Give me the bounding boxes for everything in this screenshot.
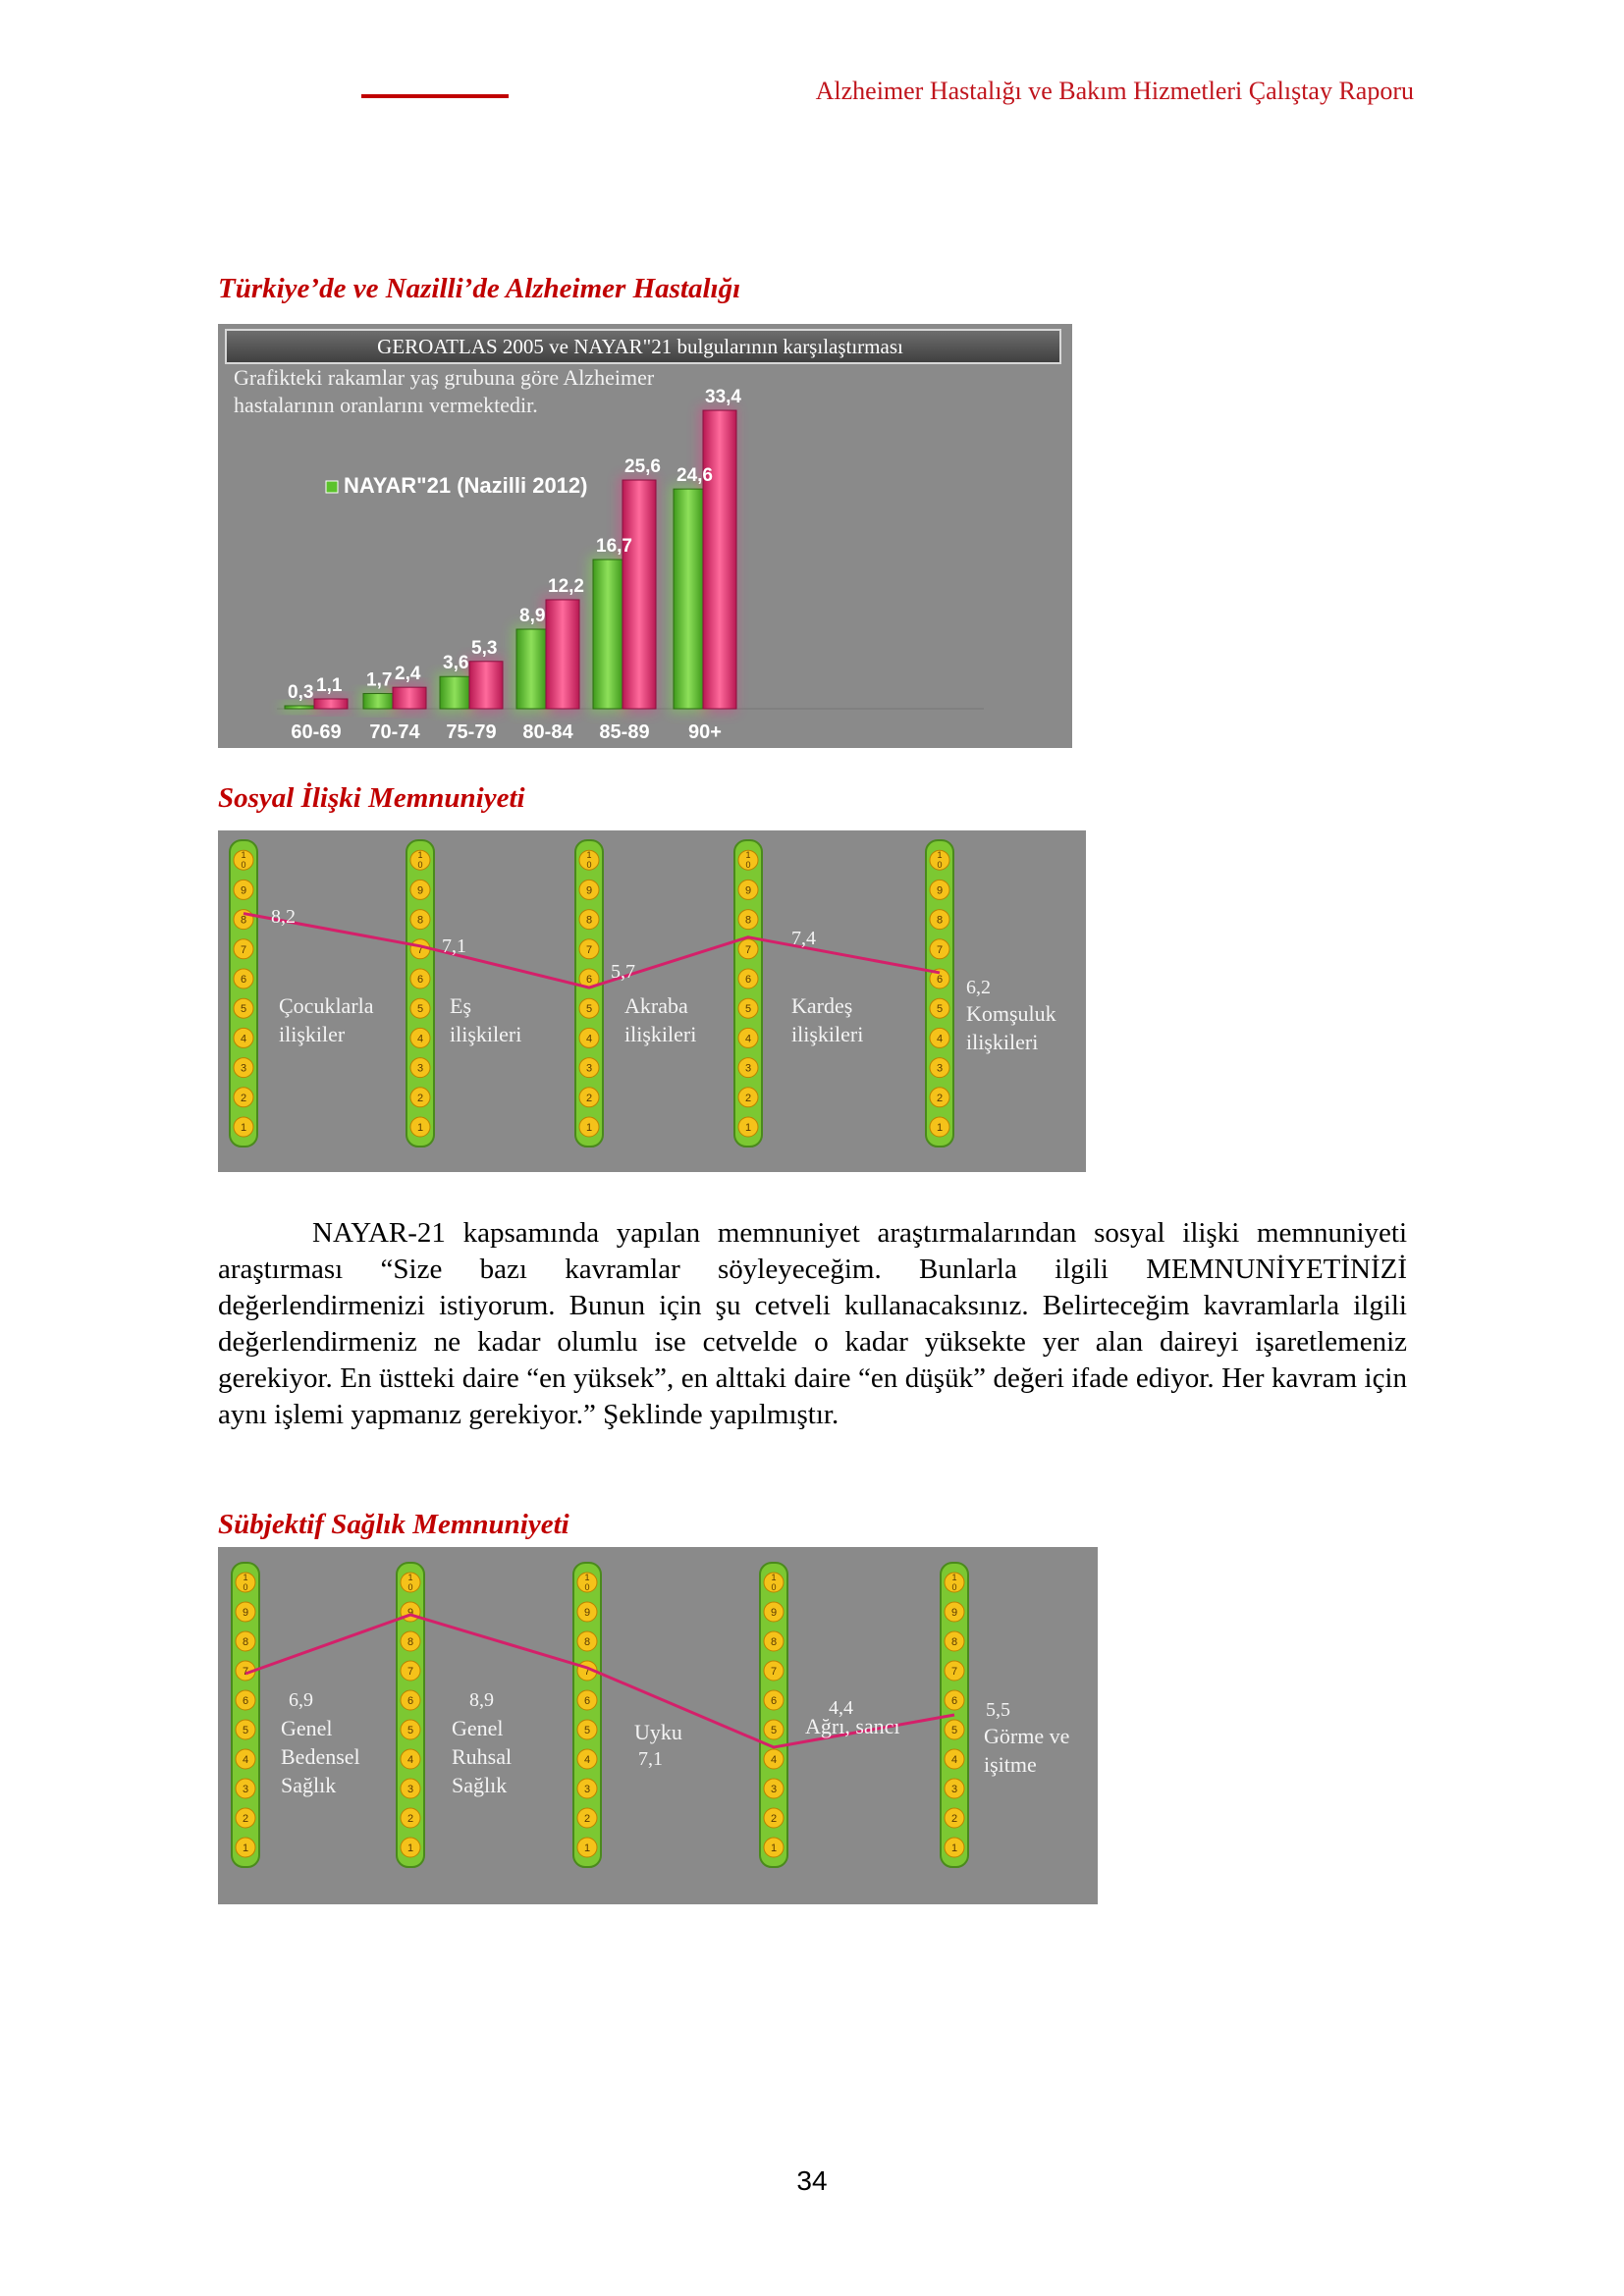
scale-tick-label: 4 xyxy=(242,1754,249,1766)
bar-value-label: 24,6 xyxy=(677,465,713,487)
legend-label: NAYAR"21 (Nazilli 2012) xyxy=(344,473,588,498)
scale-tick-label: 0 xyxy=(586,860,592,871)
section-title-alzheimer: Türkiye’de ve Nazilli’de Alzheimer Hastalığı xyxy=(218,273,741,304)
scale-tick-label: 1 xyxy=(586,850,592,861)
scale-tick-label: 1 xyxy=(417,850,423,861)
bar-nayar-70-74 xyxy=(363,694,393,709)
category-label: Ruhsal xyxy=(452,1744,513,1769)
scale-tick-label: 5 xyxy=(770,1725,778,1736)
scale-tick-label: 7 xyxy=(242,1666,249,1678)
bar-geroatlas-85-89 xyxy=(623,480,656,709)
scale-tick-label: 1 xyxy=(937,850,943,861)
category-label: Akraba xyxy=(624,993,688,1018)
scale-tick-label: 3 xyxy=(770,1784,778,1795)
scale-tick-label: 8 xyxy=(585,914,593,927)
value-label: 6,2 xyxy=(966,977,991,998)
bar-value-label: 16,7 xyxy=(596,536,632,558)
bar-value-label: 12,2 xyxy=(548,575,584,597)
bar-value-label: 2,4 xyxy=(395,664,421,685)
bar-nayar-90+ xyxy=(674,489,703,709)
scale-tick-label: 1 xyxy=(240,1122,247,1134)
scale-tick-label: 2 xyxy=(936,1092,944,1104)
category-label: ilişkileri xyxy=(450,1022,522,1046)
scale-tick-label: 9 xyxy=(770,1607,778,1619)
scale-tick-label: 5 xyxy=(583,1725,591,1736)
scale-tick-label: 9 xyxy=(242,1607,249,1619)
category-tick-label: 85-89 xyxy=(599,721,650,743)
scale-tick-label: 7 xyxy=(744,943,752,956)
bar-nayar-80-84 xyxy=(516,629,546,709)
scale-tick-label: 7 xyxy=(416,943,424,956)
scale-tick-label: 3 xyxy=(583,1784,591,1795)
value-label: 8,2 xyxy=(271,906,296,928)
scale-tick-label: 9 xyxy=(240,884,247,897)
scale-tick-label: 4 xyxy=(416,1033,424,1045)
category-label: Bedensel xyxy=(281,1744,360,1769)
scale-tick-label: 3 xyxy=(744,1062,752,1075)
bar-description-line1: Grafikteki rakamlar yaş grubuna göre Alzheimer xyxy=(234,365,655,390)
category-tick-label: 80-84 xyxy=(522,721,573,743)
scale-tick-label: 1 xyxy=(770,1842,778,1854)
bar-geroatlas-75-79 xyxy=(469,662,503,709)
category-label: Genel xyxy=(281,1716,333,1740)
scale-tick-label: 9 xyxy=(950,1607,958,1619)
scale-tick-label: 8 xyxy=(950,1636,958,1648)
scale-tick-label: 9 xyxy=(744,884,752,897)
scale-tick-label: 0 xyxy=(771,1582,777,1592)
scale-tick-label: 6 xyxy=(936,974,944,986)
bar-value-label: 1,7 xyxy=(366,669,393,691)
value-label: 5,5 xyxy=(986,1699,1010,1721)
scale-tick-label: 0 xyxy=(241,860,246,871)
category-label: Uyku xyxy=(634,1720,682,1744)
scale-tick-label: 1 xyxy=(744,1122,752,1134)
bar-value-label: 5,3 xyxy=(471,637,498,659)
value-label: 6,9 xyxy=(289,1689,313,1711)
scale-tick-label: 7 xyxy=(583,1666,591,1678)
scale-tick-label: 1 xyxy=(771,1573,777,1582)
category-label: ilişkileri xyxy=(624,1022,697,1046)
social-satisfaction-chart xyxy=(218,830,1086,1172)
banner-text: GEROATLAS 2005 ve NAYAR"21 bulgularının karşılaştırması xyxy=(377,335,903,358)
scale-tick-label: 7 xyxy=(240,943,247,956)
section-title-health: Sübjektif Sağlık Memnuniyeti xyxy=(218,1509,569,1540)
scale-tick-label: 2 xyxy=(240,1092,247,1104)
scale-tick-label: 3 xyxy=(950,1784,958,1795)
scale-tick-label: 8 xyxy=(406,1636,414,1648)
scale-tick-label: 6 xyxy=(744,974,752,986)
scale-tick-label: 2 xyxy=(950,1813,958,1825)
scale-tick-label: 4 xyxy=(583,1754,591,1766)
scale-tick-label: 4 xyxy=(585,1033,593,1045)
category-label: Eş xyxy=(450,993,471,1018)
bar-geroatlas-60-69 xyxy=(314,699,348,709)
bar-value-label: 33,4 xyxy=(705,387,741,408)
scale-tick-label: 6 xyxy=(770,1695,778,1707)
scale-tick-label: 6 xyxy=(583,1695,591,1707)
scale-tick-label: 0 xyxy=(937,860,943,871)
scale-tick-label: 1 xyxy=(584,1573,590,1582)
scale-tick-label: 4 xyxy=(770,1754,778,1766)
scale-tick-label: 5 xyxy=(406,1725,414,1736)
bar-value-label: 8,9 xyxy=(519,606,546,627)
scale-tick-label: 2 xyxy=(770,1813,778,1825)
scale-tick-label: 8 xyxy=(242,1636,249,1648)
scale-tick-label: 1 xyxy=(745,850,751,861)
scale-tick-label: 5 xyxy=(240,1003,247,1016)
category-label: ilişkileri xyxy=(966,1030,1039,1054)
scale-tick-label: 5 xyxy=(242,1725,249,1736)
scale-tick-label: 5 xyxy=(585,1003,593,1016)
scale-tick-label: 6 xyxy=(242,1695,249,1707)
scale-tick-label: 8 xyxy=(936,914,944,927)
value-label: 4,4 xyxy=(829,1697,853,1719)
social-chart-svg xyxy=(218,830,1086,1172)
scale-tick-label: 0 xyxy=(417,860,423,871)
scale-tick-label: 3 xyxy=(416,1062,424,1075)
scale-tick-label: 1 xyxy=(416,1122,424,1134)
health-chart-svg xyxy=(218,1547,1098,1904)
scale-tick-label: 1 xyxy=(585,1122,593,1134)
scale-tick-label: 1 xyxy=(951,1573,957,1582)
value-label: 5,7 xyxy=(611,961,635,983)
category-label: Kardeş xyxy=(791,993,853,1018)
body-paragraph xyxy=(218,1215,1407,1433)
scale-tick-label: 9 xyxy=(936,884,944,897)
scale-tick-label: 5 xyxy=(744,1003,752,1016)
alzheimer-bar-chart xyxy=(218,324,1072,748)
scale-tick-label: 7 xyxy=(770,1666,778,1678)
legend-swatch xyxy=(326,481,338,493)
scale-tick-label: 4 xyxy=(744,1033,752,1045)
scale-tick-label: 3 xyxy=(240,1062,247,1075)
value-label: 7,1 xyxy=(638,1748,663,1770)
scale-tick-label: 4 xyxy=(406,1754,414,1766)
scale-tick-label: 0 xyxy=(584,1582,590,1592)
scale-tick-label: 8 xyxy=(744,914,752,927)
scale-tick-label: 9 xyxy=(583,1607,591,1619)
bar-value-label: 0,3 xyxy=(288,682,314,703)
category-label: Görme ve xyxy=(984,1724,1070,1748)
scale-tick-label: 1 xyxy=(406,1842,414,1854)
page-number: 34 xyxy=(796,2165,828,2196)
category-tick-label: 70-74 xyxy=(369,721,420,743)
scale-tick-label: 9 xyxy=(585,884,593,897)
scale-tick-label: 1 xyxy=(407,1573,413,1582)
scale-tick-label: 8 xyxy=(416,914,424,927)
scale-tick-label: 8 xyxy=(240,914,247,927)
bar-description-line2: hastalarının oranlarını vermektedir. xyxy=(234,393,538,417)
category-label: ilişkileri xyxy=(791,1022,864,1046)
scale-tick-label: 3 xyxy=(406,1784,414,1795)
value-label: 7,1 xyxy=(442,935,466,957)
value-label: 7,4 xyxy=(791,928,816,949)
category-label: işitme xyxy=(984,1752,1037,1777)
bar-nayar-75-79 xyxy=(440,676,469,709)
bar-chart-svg xyxy=(218,324,1072,748)
bar-value-label: 25,6 xyxy=(624,456,661,478)
scale-tick-label: 0 xyxy=(745,860,751,871)
category-label: Çocuklarla xyxy=(279,993,374,1018)
bar-value-label: 1,1 xyxy=(316,674,343,696)
category-label: Komşuluk xyxy=(966,1001,1056,1026)
scale-tick-label: 9 xyxy=(406,1607,414,1619)
category-label: Genel xyxy=(452,1716,504,1740)
category-label: Sağlık xyxy=(452,1773,508,1797)
scale-tick-label: 4 xyxy=(936,1033,944,1045)
scale-tick-label: 7 xyxy=(585,943,593,956)
scale-tick-label: 5 xyxy=(416,1003,424,1016)
scale-tick-label: 1 xyxy=(243,1573,248,1582)
scale-tick-label: 7 xyxy=(950,1666,958,1678)
scale-tick-label: 1 xyxy=(936,1122,944,1134)
scale-tick-label: 6 xyxy=(406,1695,414,1707)
paragraph-text: NAYAR-21 kapsamında yapılan memnuniyet araştırmalarından sosyal ilişki memnuniyeti araştırması “Size bazı kavramlar söyleyeceğim. Bunlarla ilgili MEMNUNİYETİNİZİ değerlendirmenizi istiyorum. Bunun için şu cetveli kullanacaksınız. Belirteceğim kavramlarla ilgili değerlendirmeniz ne kadar olumlu ise cetvelde o kadar yüksekte yer alan daireyi işaretlemeniz gerekiyor. En üstteki daire “en yüksek”, en alttaki daire “en düşük” değeri ifade ediyor. Her kavram için aynı işlemi yapmanız gerekiyor.” Şeklinde yapılmıştır. xyxy=(218,1217,1407,1430)
scale-tick-label: 2 xyxy=(585,1092,593,1104)
scale-tick-label: 2 xyxy=(416,1092,424,1104)
category-tick-label: 90+ xyxy=(688,721,722,743)
scale-tick-label: 2 xyxy=(406,1813,414,1825)
scale-tick-label: 2 xyxy=(242,1813,249,1825)
bar-geroatlas-70-74 xyxy=(393,687,426,709)
value-label: 8,9 xyxy=(469,1689,494,1711)
scale-tick-label: 8 xyxy=(583,1636,591,1648)
scale-tick-label: 5 xyxy=(950,1725,958,1736)
bar-value-label: 3,6 xyxy=(443,653,469,674)
bar-geroatlas-80-84 xyxy=(546,600,579,709)
scale-tick-label: 5 xyxy=(936,1003,944,1016)
scale-tick-label: 0 xyxy=(407,1582,413,1592)
header-rule xyxy=(361,94,509,98)
bar-geroatlas-90+ xyxy=(703,410,736,709)
category-label: Sağlık xyxy=(281,1773,337,1797)
section-title-social: Sosyal İlişki Memnuniyeti xyxy=(218,782,525,814)
health-satisfaction-chart xyxy=(218,1547,1098,1904)
scale-tick-label: 0 xyxy=(951,1582,957,1592)
scale-tick-label: 4 xyxy=(240,1033,247,1045)
scale-tick-label: 3 xyxy=(242,1784,249,1795)
scale-tick-label: 1 xyxy=(241,850,246,861)
scale-tick-label: 6 xyxy=(950,1695,958,1707)
scale-tick-label: 2 xyxy=(744,1092,752,1104)
scale-tick-label: 1 xyxy=(583,1842,591,1854)
scale-tick-label: 2 xyxy=(583,1813,591,1825)
category-tick-label: 60-69 xyxy=(291,721,342,743)
scale-tick-label: 7 xyxy=(406,1666,414,1678)
scale-tick-label: 7 xyxy=(936,943,944,956)
bar-nayar-60-69 xyxy=(285,706,314,709)
scale-tick-label: 9 xyxy=(416,884,424,897)
bar-nayar-85-89 xyxy=(593,560,623,709)
category-label: Ağrı, sancı xyxy=(805,1714,900,1738)
scale-tick-label: 1 xyxy=(242,1842,249,1854)
scale-tick-label: 6 xyxy=(240,974,247,986)
category-tick-label: 75-79 xyxy=(446,721,497,743)
scale-tick-label: 0 xyxy=(243,1582,248,1592)
scale-tick-label: 3 xyxy=(936,1062,944,1075)
scale-tick-label: 1 xyxy=(950,1842,958,1854)
scale-tick-label: 3 xyxy=(585,1062,593,1075)
running-header: Alzheimer Hastalığı ve Bakım Hizmetleri Çalıştay Raporu xyxy=(815,77,1414,105)
category-label: ilişkiler xyxy=(279,1022,346,1046)
scale-tick-label: 6 xyxy=(416,974,424,986)
scale-tick-label: 6 xyxy=(585,974,593,986)
scale-tick-label: 8 xyxy=(770,1636,778,1648)
scale-tick-label: 4 xyxy=(950,1754,958,1766)
